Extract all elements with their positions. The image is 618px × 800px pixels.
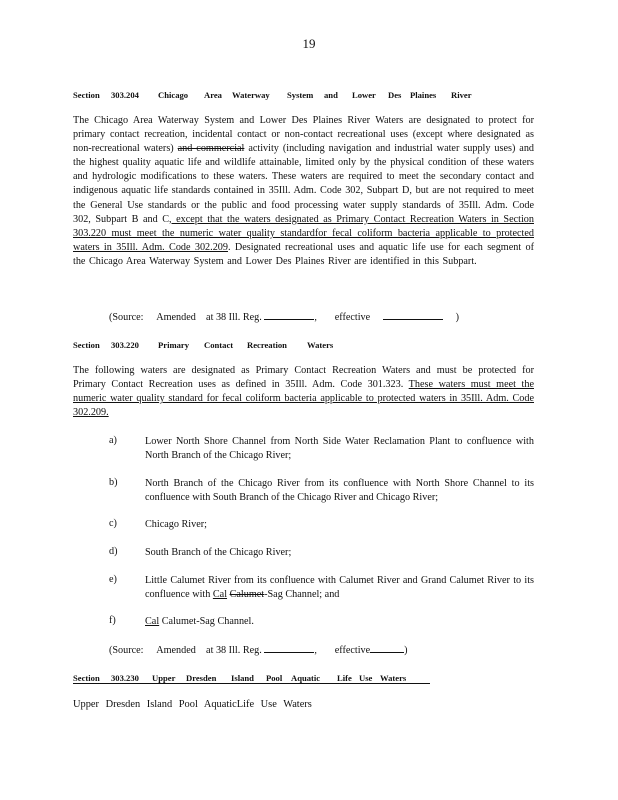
- struck-text: and commercial: [177, 143, 245, 155]
- list-item-label: f): [109, 615, 116, 626]
- source-comma: ,: [314, 312, 317, 323]
- list-item-label: c): [109, 518, 117, 529]
- paragraph-text: activity (including navigation and industrial water supply uses) and the highest quality aquatic life and wildlife attainable, limited only by the physical condition of these waters and hydrologic modifications to these waters. These waters are required to meet the secondary contact and indigenous aquatic life standards contained in 35Ill. Adm. Code 302, Subpart D, but are not required to meet the General Use standards or the public and food processing water supply standards of 35Ill. Adm. Code 302, Subpart B and C: [73, 143, 535, 225]
- heading-word: Dresden: [186, 673, 217, 683]
- heading-word: Life: [337, 673, 352, 683]
- heading-word: Contact: [204, 340, 234, 350]
- heading-word: Waters: [307, 340, 334, 350]
- source-comma: ,: [314, 645, 317, 656]
- section-220-paragraph: [73, 364, 534, 420]
- register-blank: [264, 310, 314, 320]
- heading-word: and: [324, 90, 338, 100]
- section-230-title: Upper Dresden Island Pool AquaticLife Use Waters: [73, 699, 312, 710]
- struck-text: Calumet: [229, 589, 265, 600]
- heading-word: Plaines: [410, 90, 437, 100]
- source-amended: Amended: [156, 645, 196, 656]
- heading-number: 303.204: [111, 90, 139, 100]
- heading-word: River: [451, 90, 472, 100]
- heading-word: Waterway: [232, 90, 270, 100]
- heading-word: Recreation: [247, 340, 287, 350]
- heading-word: Lower: [352, 90, 376, 100]
- heading-word: Aquatic: [291, 673, 321, 683]
- inserted-text: Cal: [212, 589, 228, 600]
- list-item: Lower North Shore Channel from North Side Water Reclamation Plant to confluence with North Branch of the Chicago River;: [145, 436, 534, 461]
- list-item-text: -Sag Channel; and: [264, 589, 340, 600]
- source-effective: effective: [334, 645, 371, 656]
- heading-word: Island: [231, 673, 254, 683]
- list-item: North Branch of the Chicago River from its confluence with North Shore Channel to its confluence with South Branch of the Chicago River and Chicago River;: [145, 478, 534, 503]
- list-item-text: Little Calumet River from its confluence with Calumet River and Grand Calumet River to its confluence with: [145, 575, 534, 600]
- list-item-text: Calumet-Sag Channel.: [161, 616, 254, 627]
- source-label: (Source:: [109, 312, 144, 323]
- paragraph-text: The following waters are designated as Primary Contact Recreation Waters and must be protected for Primary Contact Recreation uses as defined in 35Ill. Adm. Code 301.323.: [73, 365, 534, 391]
- heading-word: Use: [359, 673, 373, 683]
- heading-number: 303.230: [111, 673, 139, 683]
- source-register: at 38 Ill. Reg.: [206, 645, 262, 656]
- heading-word: Chicago: [158, 90, 189, 100]
- inserted-text: These waters must meet the numeric water quality standard for fecal coliform bacteria applicable to protected waters in 35Ill. Adm. Code 302.209.: [73, 379, 534, 419]
- list-item-label: e): [109, 574, 117, 585]
- source-effective: effective: [334, 312, 371, 323]
- source-close: ): [404, 645, 408, 656]
- heading-word: Pool: [266, 673, 283, 683]
- list-item: [145, 615, 534, 629]
- heading-number: 303.220: [111, 340, 139, 350]
- heading-word: Des: [388, 90, 402, 100]
- paragraph-text: The Chicago Area Waterway System and Lower Des Plaines River Waters are designated to protect for primary contact recreation, incidental contact or non-contact recreational uses (except where designated as non-recreational waters): [73, 115, 534, 155]
- list-item: South Branch of the Chicago River;: [145, 547, 292, 558]
- section-204-source-note: [109, 310, 459, 323]
- effective-date-blank: [383, 310, 443, 320]
- list-item-label: d): [109, 546, 118, 557]
- list-item: [145, 574, 534, 602]
- heading-word: Primary: [158, 340, 190, 350]
- list-item-label: a): [109, 435, 117, 446]
- source-label: (Source:: [109, 645, 144, 656]
- source-register: at 38 Ill. Reg.: [206, 312, 262, 323]
- heading-section-word: Section: [73, 673, 100, 683]
- section-220-source-note: [109, 643, 408, 656]
- source-close: ): [455, 312, 460, 323]
- section-230-heading: [73, 673, 430, 684]
- page-number: 19: [302, 36, 316, 51]
- section-204-paragraph: [73, 114, 534, 269]
- effective-date-blank: [370, 643, 404, 653]
- register-blank: [264, 643, 314, 653]
- heading-word: Waters: [380, 673, 407, 683]
- source-amended: Amended: [156, 312, 196, 323]
- paragraph-text: . Designated recreational uses and aquatic life use for each segment of the Chicago Area Waterway System and Lower Des Plaines River are identified in this Subpart.: [73, 241, 534, 267]
- heading-word: Upper: [152, 673, 176, 683]
- inserted-text: Cal: [145, 616, 160, 627]
- inserted-text: , except that the waters designated as Primary Contact Recreation Waters in Section 303.220 must meet the numeric water quality standardfor fecal coliform bacteria applicable to protected waters in 35Ill. Adm. Code 302.209: [73, 213, 534, 253]
- heading-section-word: Section: [73, 340, 100, 350]
- list-item: Chicago River;: [145, 519, 207, 530]
- heading-word: Area: [204, 90, 222, 100]
- heading-word: System: [287, 90, 314, 100]
- heading-section-word: Section: [73, 90, 100, 100]
- list-item-label: b): [109, 477, 118, 488]
